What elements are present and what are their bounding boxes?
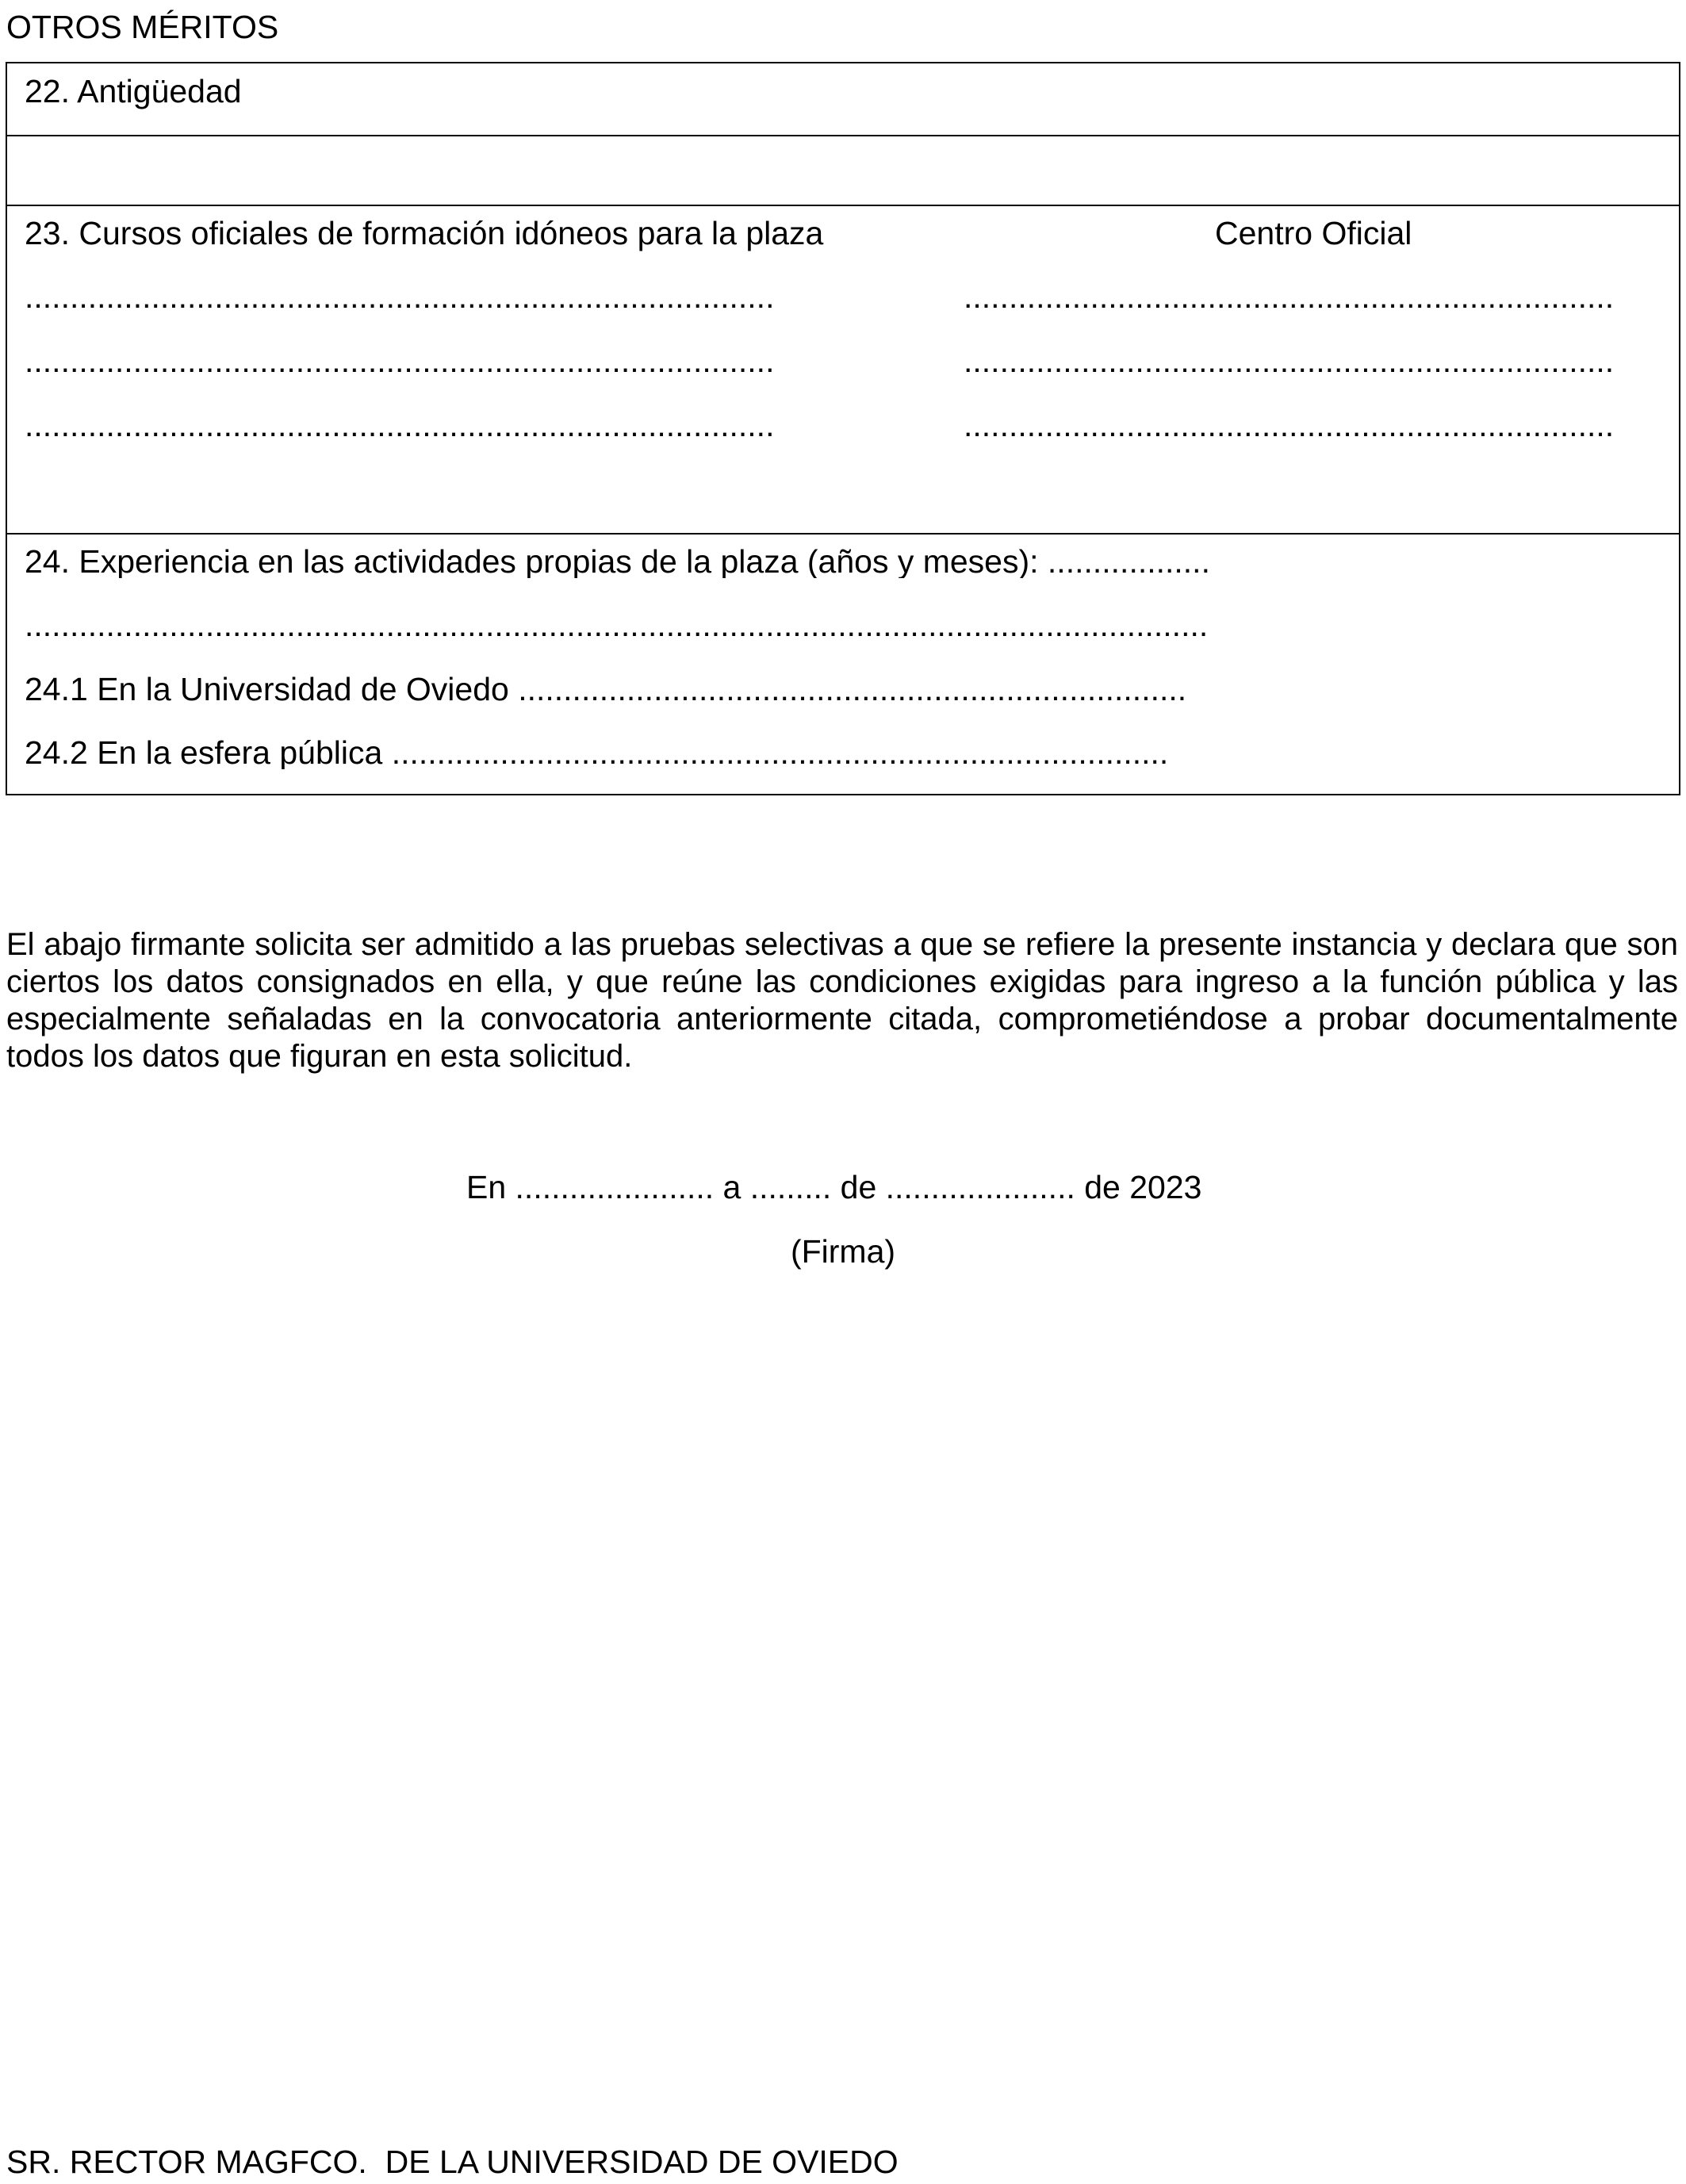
item-24-continuation-line[interactable]: ................................................................................................................................... xyxy=(25,609,1209,642)
item-22-label: 22. Antigüedad xyxy=(25,73,242,109)
center-line-2[interactable]: ........................................................................ xyxy=(964,345,1615,377)
signature-date-line[interactable]: En ...................... a ......... de ..................... de 2023 xyxy=(466,1169,1202,1205)
row-divider xyxy=(7,533,1679,535)
signature-label: (Firma) xyxy=(790,1233,896,1270)
course-line-2[interactable]: ................................................................................... xyxy=(25,345,775,377)
item-24-label: 24. Experiencia en las actividades propias de la plaza (años y meses): .................. xyxy=(25,546,1210,578)
merits-form-table xyxy=(6,62,1680,795)
centro-oficial-label: Centro Oficial xyxy=(1215,215,1412,251)
course-line-3[interactable]: ................................................................................... xyxy=(25,409,775,442)
declaration-paragraph: El abajo firmante solicita ser admitido a las pruebas selectivas a que se refiere la presente instancia y declara que son ciertos los datos consignados en ella, y que reúne las condiciones exigidas para ingreso a la función pública y las especialmente señaladas en la convocatoria anteriormente citada, comprometiéndose a probar documentalmente todos los datos que figuran en esta solicitud. xyxy=(6,927,1678,1074)
item-22-answer-row[interactable] xyxy=(7,136,1679,205)
item-24-1-university[interactable]: 24.1 En la Universidad de Oviedo .......................................................................... xyxy=(25,673,1187,706)
course-line-1[interactable]: ................................................................................... xyxy=(25,281,775,313)
item-24-2-public-sector[interactable]: 24.2 En la esfera pública ...................................................................................... xyxy=(25,737,1169,769)
item-23-label: 23. Cursos oficiales de formación idóneos para la plaza xyxy=(25,215,824,251)
section-title: OTROS MÉRITOS xyxy=(6,9,279,45)
center-line-3[interactable]: ........................................................................ xyxy=(964,409,1615,442)
row-divider xyxy=(7,205,1679,206)
addressee: SR. RECTOR MAGFCO. DE LA UNIVERSIDAD DE OVIEDO xyxy=(6,2144,899,2180)
center-line-1[interactable]: ........................................................................ xyxy=(964,281,1615,313)
